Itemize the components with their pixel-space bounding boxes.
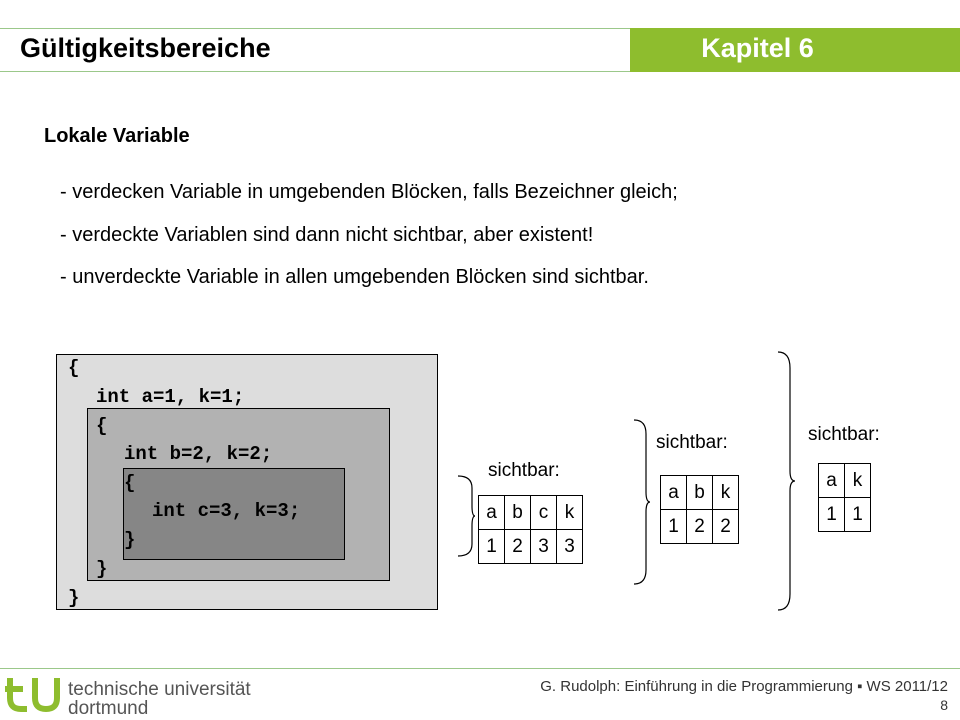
visible-label-inner: sichtbar: xyxy=(488,460,560,481)
var-value-cell: 2 xyxy=(713,510,739,544)
code-inner-close: } xyxy=(124,529,136,551)
var-value-cell: 1 xyxy=(819,498,845,532)
code-outer-decl: int a=1, k=1; xyxy=(96,386,245,408)
footer-divider xyxy=(0,668,960,669)
var-name-cell: a xyxy=(819,464,845,498)
code-middle-close: } xyxy=(96,558,108,580)
var-value-cell: 1 xyxy=(661,510,687,544)
code-outer-open: { xyxy=(68,357,80,379)
brace-middle xyxy=(624,418,652,586)
code-middle-open: { xyxy=(96,415,108,437)
university-line-2: dortmund xyxy=(68,698,149,719)
code-outer-close: } xyxy=(68,587,80,609)
visible-label-outer: sichtbar: xyxy=(808,424,880,445)
var-name-cell: b xyxy=(505,496,531,530)
var-name-cell: a xyxy=(661,476,687,510)
var-name-cell: c xyxy=(531,496,557,530)
tu-logo-icon xyxy=(5,676,63,716)
var-value-cell: 3 xyxy=(531,530,557,564)
bullet-2: - verdeckte Variablen sind dann nicht sichtbar, aber existent! xyxy=(60,224,594,246)
visibility-table-outer xyxy=(818,463,871,532)
var-name-cell: k xyxy=(713,476,739,510)
code-inner-open: { xyxy=(124,472,136,494)
page-title: Gültigkeitsbereiche xyxy=(20,33,271,63)
chapter-label: Kapitel 6 xyxy=(701,33,814,63)
var-value-cell: 2 xyxy=(687,510,713,544)
var-value-cell: 2 xyxy=(505,530,531,564)
var-value-cell: 3 xyxy=(557,530,583,564)
section-heading: Lokale Variable xyxy=(44,125,190,147)
bullet-1: - verdecken Variable in umgebenden Blöcken, falls Bezeichner gleich; xyxy=(60,181,678,203)
brace-inner xyxy=(448,474,476,558)
university-name xyxy=(68,680,251,718)
bullet-3: - unverdeckte Variable in allen umgebenden Blöcken sind sichtbar. xyxy=(60,266,649,288)
visibility-table-inner xyxy=(478,495,583,564)
var-name-cell: b xyxy=(687,476,713,510)
university-line-1: technische universität xyxy=(68,679,251,700)
footer-credit: G. Rudolph: Einführung in die Programmierung ▪ WS 2011/12 xyxy=(540,678,948,695)
brace-outer xyxy=(770,350,798,612)
var-value-cell: 1 xyxy=(479,530,505,564)
page-number: 8 xyxy=(940,697,948,713)
visible-label-middle: sichtbar: xyxy=(656,432,728,453)
code-middle-decl: int b=2, k=2; xyxy=(124,443,273,465)
visibility-table-middle xyxy=(660,475,739,544)
code-inner-decl: int c=3, k=3; xyxy=(152,500,301,522)
var-value-cell: 1 xyxy=(845,498,871,532)
var-name-cell: a xyxy=(479,496,505,530)
var-name-cell: k xyxy=(557,496,583,530)
var-name-cell: k xyxy=(845,464,871,498)
